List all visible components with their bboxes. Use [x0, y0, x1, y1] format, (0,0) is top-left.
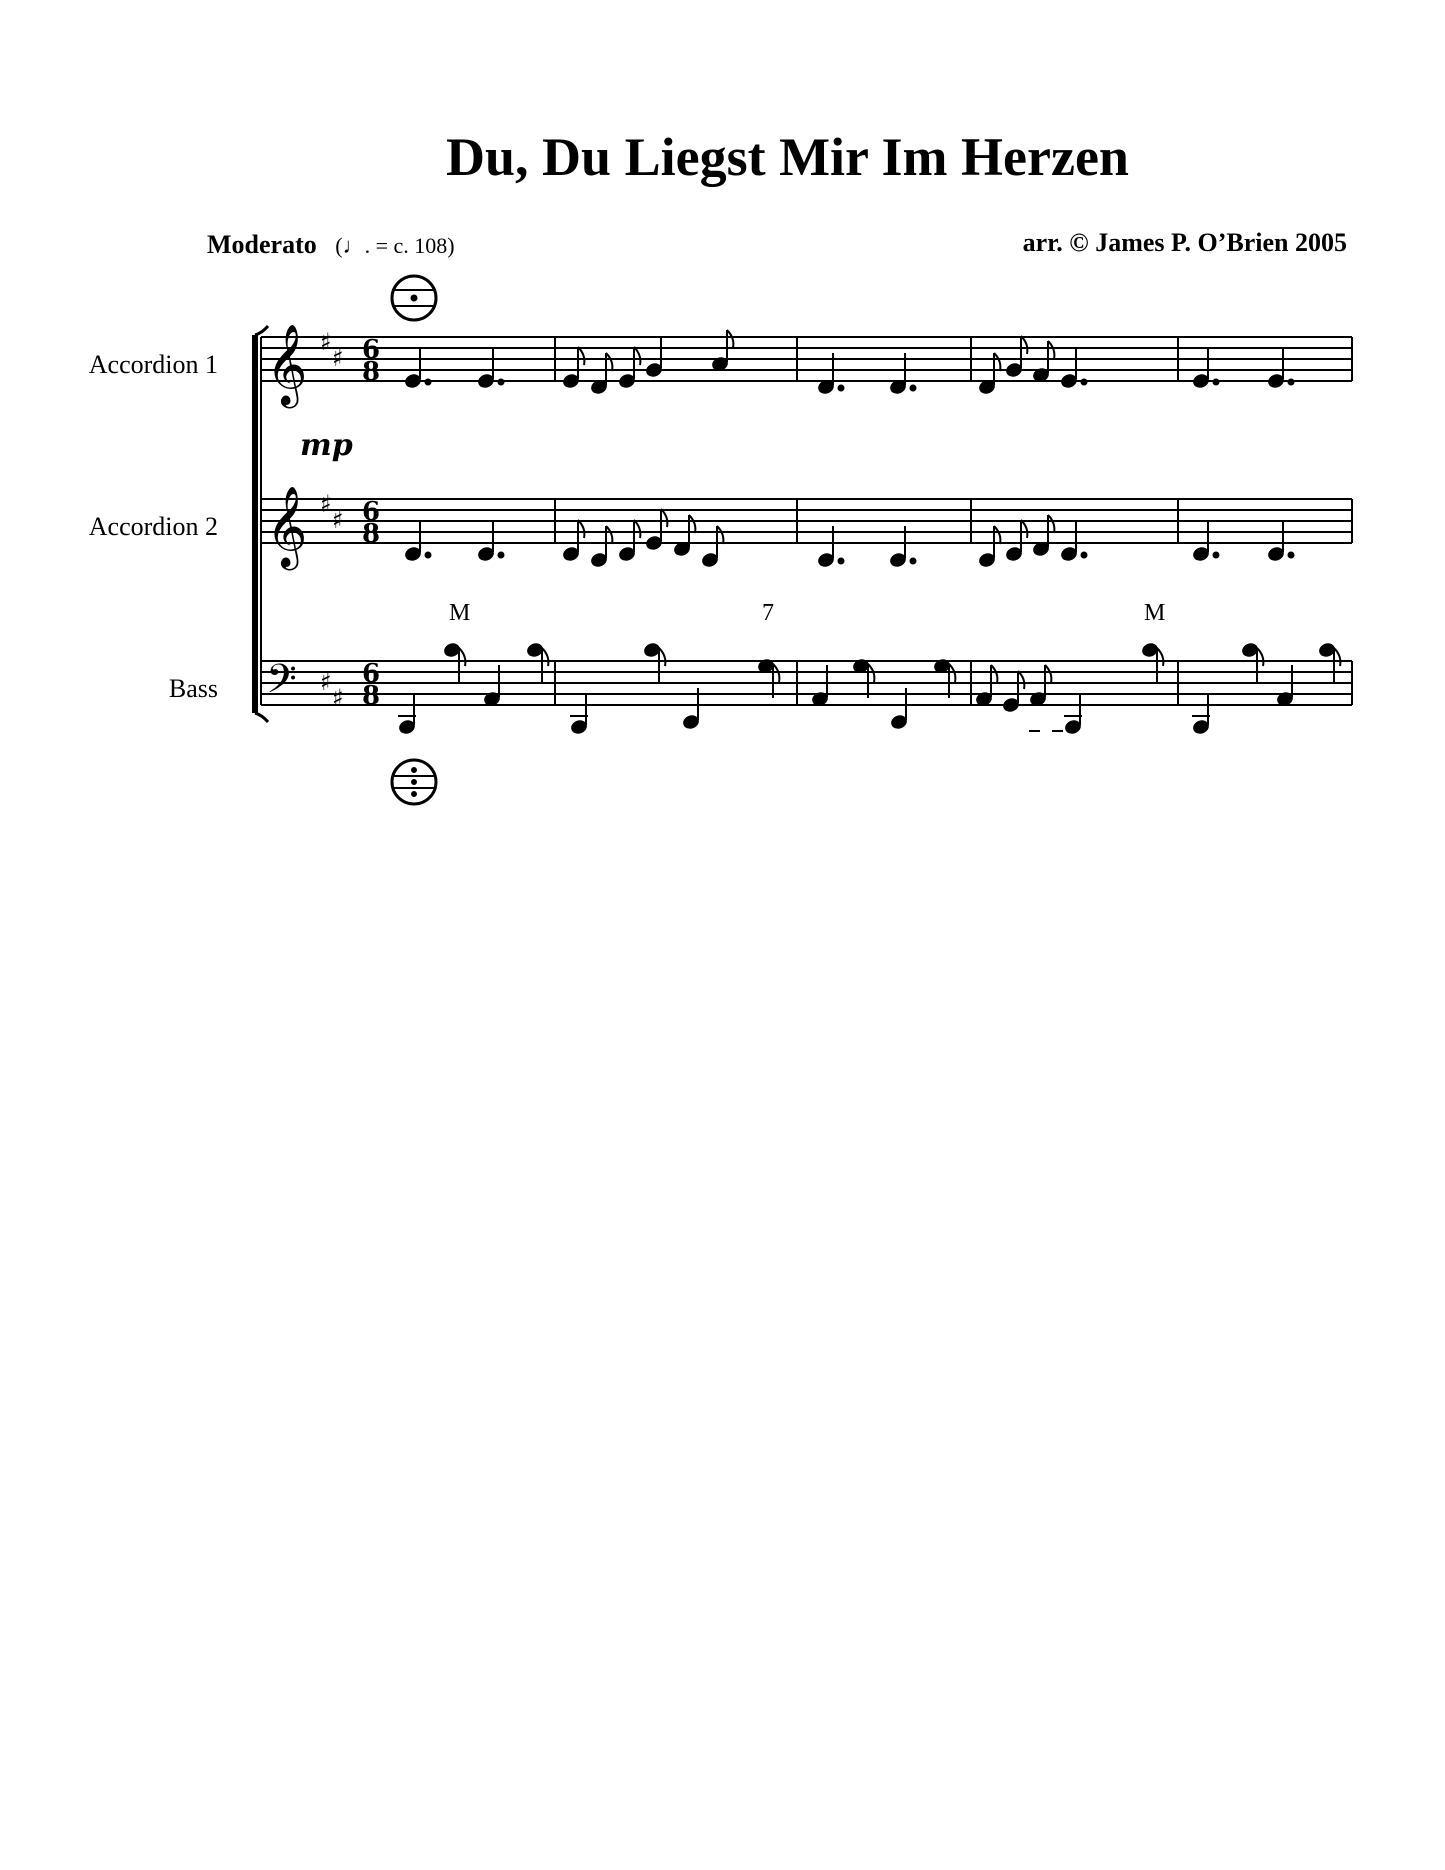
arranger-credit: arr. © James P. O’Brien 2005	[1022, 228, 1347, 257]
treble-register-icon	[392, 276, 436, 320]
staff-accordion-1	[261, 337, 1352, 381]
time-signature	[362, 335, 380, 711]
svg-text:8: 8	[362, 681, 381, 711]
treble-clef-icon: 𝄞	[266, 323, 308, 405]
sharp-icon: ♯	[320, 328, 332, 356]
svg-text:8: 8	[362, 357, 381, 387]
staff-bass	[261, 661, 1352, 705]
sharp-icon: ♯	[332, 684, 344, 712]
tempo-text: Moderato	[207, 230, 317, 259]
chord-symbol: M	[1144, 600, 1166, 626]
chord-symbol: M	[449, 600, 471, 626]
page-title: Du, Du Liegst Mir Im Herzen	[446, 127, 1129, 187]
notes-bass	[398, 642, 1340, 734]
bass-clef-icon: 𝄢	[266, 656, 297, 712]
sharp-icon: ♯	[332, 506, 344, 534]
svg-text:6: 6	[362, 335, 381, 365]
instrument-label-accordion-1: Accordion 1	[88, 350, 218, 379]
chord-symbol: 7	[762, 600, 774, 626]
metronome-mark: (♩. = c. 108)	[335, 233, 455, 258]
svg-text:6: 6	[362, 659, 381, 689]
sharp-icon: ♯	[320, 490, 332, 518]
notes-accordion-2	[405, 509, 1294, 568]
dynamic-marking: mp	[300, 428, 353, 463]
instrument-label-accordion-2: Accordion 2	[88, 512, 218, 541]
svg-text:8: 8	[362, 519, 381, 549]
notes-accordion-1	[405, 330, 1294, 395]
sharp-icon: ♯	[320, 668, 332, 696]
quarter-dotted-note-icon: ♩.	[342, 233, 371, 258]
treble-clef-icon: 𝄞	[266, 485, 308, 567]
bass-register-icon	[392, 760, 436, 804]
svg-text:6: 6	[362, 497, 381, 527]
instrument-label-bass: Bass	[168, 674, 218, 703]
sharp-icon: ♯	[332, 344, 344, 372]
staff-accordion-2	[261, 499, 1352, 543]
